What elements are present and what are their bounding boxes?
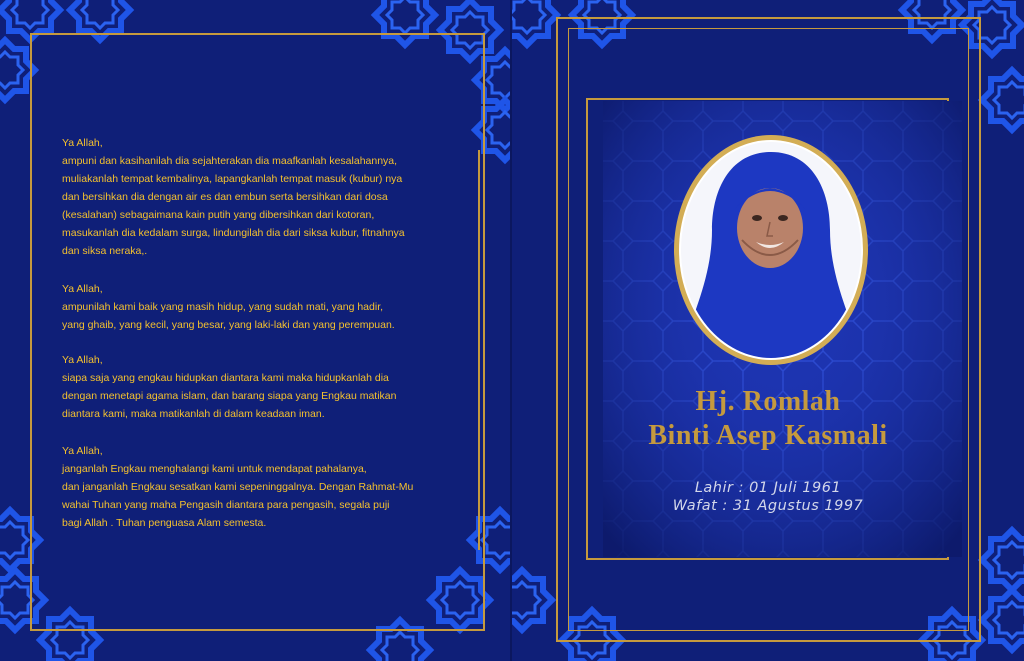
prayer-line: ampuni dan kasihanilah dia sejahterakan dia maafkanlah kesalahannya, (62, 155, 398, 167)
prayer-line: ampunilah kami baik yang masih hidup, yang sudah mati, yang hadir, (62, 301, 384, 313)
prayer-line: siapa saja yang engkau hidupkan diantara kami maka hidupkanlah dia (62, 372, 389, 384)
death-date: Wafat : 31 Agustus 1997 (672, 498, 864, 514)
right-page (512, 0, 1024, 661)
prayer-line: dan bersihkan dia dengan air es dan embun serta bersihkan dari dosa (62, 191, 388, 203)
prayer-heading: Ya Allah, (62, 354, 103, 366)
prayer-line: wahai Tuhan yang maha Pengasih diantara para pengasih, segala puji (62, 499, 390, 511)
prayer-line: janganlah Engkau menghalangi kami untuk mendapat pahalanya, (62, 463, 367, 475)
birth-date: Lahir : 01 Juli 1961 (694, 480, 842, 496)
prayer-paragraph-2 (62, 280, 452, 334)
prayer-line: dan janganlah Engkau sesatkan kami sepeninggalnya. Dengan Rahmat-Mu (62, 481, 414, 493)
prayer-heading: Ya Allah, (62, 283, 103, 295)
prayer-heading: Ya Allah, (62, 445, 103, 457)
prayer-line: diantara kami, maka matikanlah di dalam keadaan iman. (62, 408, 325, 420)
deceased-name: Hj. Romlah (695, 386, 841, 417)
prayer-heading: Ya Allah, (62, 137, 103, 149)
prayer-line: bagi Allah . Tuhan penguasa Alam semesta. (62, 517, 267, 529)
prayer-line: yang ghaib, yang kecil, yang besar, yang laki-laki dan yang perempuan. (62, 319, 395, 331)
portrait-photo (670, 130, 872, 370)
prayer-paragraph-4 (62, 442, 452, 532)
prayer-line: dengan menetapi agama islam, dan barang siapa yang Engkau matikan (62, 390, 397, 402)
prayer-paragraph-1 (62, 134, 452, 260)
left-inner-gold-line (478, 150, 480, 550)
deceased-lineage: Binti Asep Kasmali (648, 420, 888, 451)
prayer-paragraph-3 (62, 351, 452, 423)
prayer-line: dan siksa neraka,. (62, 245, 148, 257)
prayer-line: masukanlah dia kedalam surga, lindungilah dia dari siksa kubur, fitnahnya (62, 227, 405, 239)
prayer-line: (kesalahan) sebagaimana kain putih yang dibersihkan dari kotoran, (62, 209, 375, 221)
prayer-line: muliakanlah tempat kembalinya, lapangkanlah tempat masuk (kubur) nya (62, 173, 403, 185)
